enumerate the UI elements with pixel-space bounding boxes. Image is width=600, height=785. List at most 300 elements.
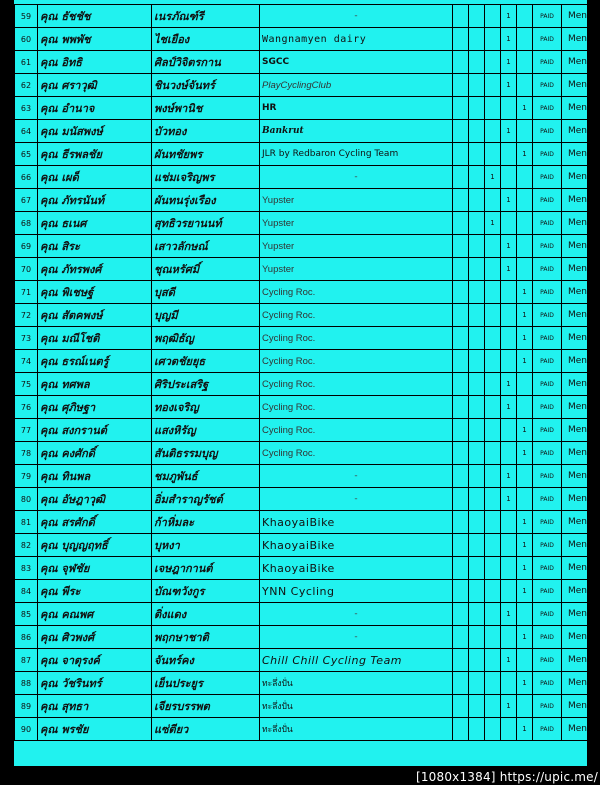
row-number: 86 [15,626,38,649]
table-row [15,672,594,695]
table-row [15,718,594,741]
table-row [15,166,594,189]
team-name [260,373,453,396]
table-row [15,143,594,166]
first-name: คุณ สุทธา [38,695,152,718]
row-number: 84 [15,580,38,603]
category: Men [562,419,594,442]
count-cell [469,557,485,580]
count-cell [485,442,501,465]
payment-status: PAID [533,557,562,580]
team-name [260,603,453,626]
row-number: 67 [15,189,38,212]
team-name [260,626,453,649]
table-row [15,212,594,235]
count-cell: 1 [485,212,501,235]
last-name: เสาวลักษณ์ [152,235,260,258]
team-name [260,327,453,350]
team-name [260,695,453,718]
count-cell [501,672,517,695]
team-label: - [354,471,358,481]
team-name [260,74,453,97]
payment-status: PAID [533,373,562,396]
last-name: เจษฎากานต์ [152,557,260,580]
last-name: บุหงา [152,534,260,557]
team-name [260,580,453,603]
row-number: 63 [15,97,38,120]
count-cell: 1 [501,258,517,281]
first-name: คุณ ภัทรพงศ์ [38,258,152,281]
payment-status: PAID [533,626,562,649]
team-name [260,488,453,511]
category: Men [562,166,594,189]
row-number: 64 [15,120,38,143]
team-name [260,649,453,672]
team-name [260,235,453,258]
category: Men [562,580,594,603]
count-cell [485,557,501,580]
team-label: YNN Cycling [262,584,335,598]
team-label: HR [262,103,277,113]
last-name: อิ่มสำราญรัชต์ [152,488,260,511]
team-name [260,350,453,373]
count-cell [485,189,501,212]
last-name: สันติธรรมบุญ [152,442,260,465]
team-name [260,557,453,580]
row-number: 78 [15,442,38,465]
last-name: ไชเยือง [152,28,260,51]
count-cell [453,488,469,511]
count-cell: 1 [501,488,517,511]
count-cell [469,626,485,649]
table-row [15,350,594,373]
count-cell [453,718,469,741]
count-cell [485,5,501,28]
payment-status: PAID [533,143,562,166]
count-cell [469,189,485,212]
count-cell [485,235,501,258]
count-cell [453,74,469,97]
count-cell [469,603,485,626]
count-cell [453,304,469,327]
count-cell [485,419,501,442]
count-cell [453,511,469,534]
table-row [15,373,594,396]
first-name: คุณ จุฬชัย [38,557,152,580]
row-number: 70 [15,258,38,281]
table-row [15,488,594,511]
category: Men [562,189,594,212]
count-cell [485,672,501,695]
category: Men [562,74,594,97]
last-name: ศิริประเสริฐ [152,373,260,396]
payment-status: PAID [533,5,562,28]
count-cell [453,189,469,212]
payment-status: PAID [533,672,562,695]
count-cell [453,212,469,235]
team-label: Yupster [262,217,295,229]
count-cell [485,626,501,649]
count-cell [517,488,533,511]
count-cell [517,258,533,281]
team-label: Bankrut [262,126,304,136]
count-cell: 1 [501,465,517,488]
team-label: KhaoyaiBike [262,561,335,575]
team-name [260,189,453,212]
payment-status: PAID [533,511,562,534]
first-name: คุณ พิเชษฐ์ [38,281,152,304]
first-name: คุณ เผด็ [38,166,152,189]
table-row [15,603,594,626]
count-cell: 1 [517,281,533,304]
team-name [260,51,453,74]
category: Men [562,442,594,465]
count-cell [485,120,501,143]
first-name: คุณ ธีรพลชัย [38,143,152,166]
count-cell [485,396,501,419]
count-cell: 1 [501,396,517,419]
count-cell: 1 [501,649,517,672]
table-row [15,580,594,603]
category: Men [562,304,594,327]
category: Men [562,672,594,695]
count-cell: 1 [517,580,533,603]
count-cell [469,258,485,281]
first-name: คุณ อำนาจ [38,97,152,120]
category: Men [562,396,594,419]
count-cell [469,143,485,166]
count-cell [469,442,485,465]
count-cell [485,534,501,557]
last-name: สุทธิวรยานนท์ [152,212,260,235]
last-name: แซ่ตียว [152,718,260,741]
count-cell [501,350,517,373]
row-number: 90 [15,718,38,741]
team-label: Cycling Roc. [262,378,316,390]
payment-status: PAID [533,28,562,51]
team-label: - [354,11,358,21]
payment-status: PAID [533,74,562,97]
registration-table [14,4,594,741]
row-number: 68 [15,212,38,235]
row-number: 69 [15,235,38,258]
table-row [15,626,594,649]
count-cell: 1 [501,603,517,626]
row-number: 89 [15,695,38,718]
count-cell [501,281,517,304]
count-cell [517,373,533,396]
count-cell [453,419,469,442]
count-cell [501,580,517,603]
count-cell [501,304,517,327]
count-cell [517,235,533,258]
team-label: - [354,172,358,182]
payment-status: PAID [533,534,562,557]
count-cell [485,580,501,603]
payment-status: PAID [533,51,562,74]
last-name: บัวทอง [152,120,260,143]
team-label: Wangnamyen dairy [262,33,367,45]
first-name: คุณ สงกรานต์ [38,419,152,442]
count-cell [453,51,469,74]
table-row [15,120,594,143]
row-number: 61 [15,51,38,74]
registration-sheet [14,0,587,766]
count-cell: 1 [517,626,533,649]
last-name: พงษ์พานิช [152,97,260,120]
team-name [260,281,453,304]
payment-status: PAID [533,350,562,373]
row-number: 77 [15,419,38,442]
count-cell [485,511,501,534]
payment-status: PAID [533,327,562,350]
payment-status: PAID [533,120,562,143]
first-name: คุณ มนัสพงษ์ [38,120,152,143]
table-row [15,74,594,97]
team-label: Cycling Roc. [262,355,316,367]
team-name [260,304,453,327]
count-cell [485,143,501,166]
count-cell [485,74,501,97]
count-cell [501,97,517,120]
payment-status: PAID [533,603,562,626]
first-name: คุณ บุญญฤทธิ์ [38,534,152,557]
count-cell [517,28,533,51]
team-name [260,212,453,235]
last-name: บัณฑวังกูร [152,580,260,603]
payment-status: PAID [533,189,562,212]
first-name: คุณ มณีโชติ [38,327,152,350]
category: Men [562,350,594,373]
last-name: ศิลป์วิจิตรกาน [152,51,260,74]
team-name [260,534,453,557]
first-name: คุณ ทินพล [38,465,152,488]
count-cell [517,465,533,488]
count-cell [501,143,517,166]
count-cell [517,120,533,143]
payment-status: PAID [533,419,562,442]
category: Men [562,603,594,626]
count-cell [485,649,501,672]
last-name: ทองเจริญ [152,396,260,419]
table-row [15,649,594,672]
first-name: คุณ ทศพล [38,373,152,396]
count-cell [501,626,517,649]
count-cell [469,649,485,672]
count-cell [485,28,501,51]
count-cell [517,212,533,235]
count-cell: 1 [517,534,533,557]
count-cell: 1 [501,74,517,97]
last-name: บุญมี [152,304,260,327]
first-name: คุณ ธเนศ [38,212,152,235]
first-name: คุณ คงศักดิ์ [38,442,152,465]
count-cell [501,534,517,557]
count-cell: 1 [517,350,533,373]
category: Men [562,557,594,580]
team-name [260,672,453,695]
category: Men [562,718,594,741]
count-cell [469,5,485,28]
table-row [15,419,594,442]
table-row [15,28,594,51]
payment-status: PAID [533,166,562,189]
team-name [260,465,453,488]
team-name [260,5,453,28]
count-cell [453,465,469,488]
count-cell [469,74,485,97]
count-cell: 1 [485,166,501,189]
count-cell: 1 [517,327,533,350]
payment-status: PAID [533,442,562,465]
count-cell: 1 [501,189,517,212]
table-row [15,5,594,28]
table-row [15,327,594,350]
count-cell [469,580,485,603]
count-cell [501,557,517,580]
row-number: 73 [15,327,38,350]
count-cell [453,327,469,350]
count-cell: 1 [517,557,533,580]
table-row [15,442,594,465]
count-cell [517,396,533,419]
table-row [15,695,594,718]
count-cell [469,373,485,396]
count-cell [501,166,517,189]
count-cell [469,488,485,511]
count-cell [485,465,501,488]
last-name: ชินวงษ์จันทร์ [152,74,260,97]
count-cell: 1 [517,511,533,534]
first-name: คุณ ภัทรนันท์ [38,189,152,212]
watermark: [1080x1384] https://upic.me/ [415,770,598,784]
count-cell: 1 [501,235,517,258]
first-name: คุณ สิระ [38,235,152,258]
row-number: 65 [15,143,38,166]
count-cell [469,718,485,741]
count-cell: 1 [517,304,533,327]
team-label: Yupster [262,263,295,275]
team-name [260,396,453,419]
table-row [15,465,594,488]
table-row [15,51,594,74]
team-name [260,120,453,143]
count-cell [517,51,533,74]
count-cell [469,235,485,258]
count-cell [453,97,469,120]
table-row [15,97,594,120]
count-cell [469,166,485,189]
team-label: Cycling Roc. [262,424,316,436]
table-row [15,304,594,327]
category: Men [562,5,594,28]
team-label: Chill Chill Cycling Team [262,653,403,667]
team-label: Yupster [262,240,295,252]
table-row [15,396,594,419]
count-cell [453,120,469,143]
count-cell [453,442,469,465]
category: Men [562,534,594,557]
last-name: เจียรบรรพต [152,695,260,718]
first-name: คุณ อิทธิ [38,51,152,74]
payment-status: PAID [533,396,562,419]
count-cell [517,74,533,97]
count-cell: 1 [517,419,533,442]
count-cell: 1 [501,120,517,143]
count-cell [485,304,501,327]
last-name: แช่มเจริญพร [152,166,260,189]
count-cell [485,281,501,304]
count-cell: 1 [501,28,517,51]
payment-status: PAID [533,235,562,258]
payment-status: PAID [533,97,562,120]
count-cell [485,603,501,626]
table-row [15,235,594,258]
count-cell [501,327,517,350]
last-name: จันทร์คง [152,649,260,672]
count-cell: 1 [517,672,533,695]
count-cell [453,580,469,603]
last-name: ติ่งแดง [152,603,260,626]
last-name: เย็นประยูร [152,672,260,695]
category: Men [562,327,594,350]
last-name: แสงหิรัญ [152,419,260,442]
count-cell [517,649,533,672]
first-name: คุณ พรชัย [38,718,152,741]
first-name: คุณ พพพัช [38,28,152,51]
last-name: ชุณหรัศมิ์ [152,258,260,281]
count-cell [469,97,485,120]
first-name: คุณ คณพศ [38,603,152,626]
table-row [15,511,594,534]
category: Men [562,235,594,258]
payment-status: PAID [533,649,562,672]
payment-status: PAID [533,580,562,603]
count-cell [501,718,517,741]
count-cell [485,695,501,718]
count-cell [469,396,485,419]
team-name [260,718,453,741]
table-row [15,281,594,304]
count-cell [469,350,485,373]
team-label: Cycling Roc. [262,447,316,459]
last-name: เนรภัณฑ์รี [152,5,260,28]
category: Men [562,511,594,534]
count-cell [517,603,533,626]
row-number: 79 [15,465,38,488]
count-cell [469,51,485,74]
payment-status: PAID [533,695,562,718]
category: Men [562,212,594,235]
table-row [15,258,594,281]
team-label: Yupster [262,194,295,206]
team-name [260,166,453,189]
count-cell [485,718,501,741]
row-number: 85 [15,603,38,626]
count-cell: 1 [517,143,533,166]
count-cell [453,143,469,166]
row-number: 87 [15,649,38,672]
registration-table-body [15,5,594,741]
count-cell [469,120,485,143]
first-name: คุณ อัษฎาวุฒิ [38,488,152,511]
payment-status: PAID [533,258,562,281]
count-cell [485,373,501,396]
count-cell [469,534,485,557]
first-name: คุณ พีระ [38,580,152,603]
first-name: คุณ วัชรินทร์ [38,672,152,695]
category: Men [562,649,594,672]
